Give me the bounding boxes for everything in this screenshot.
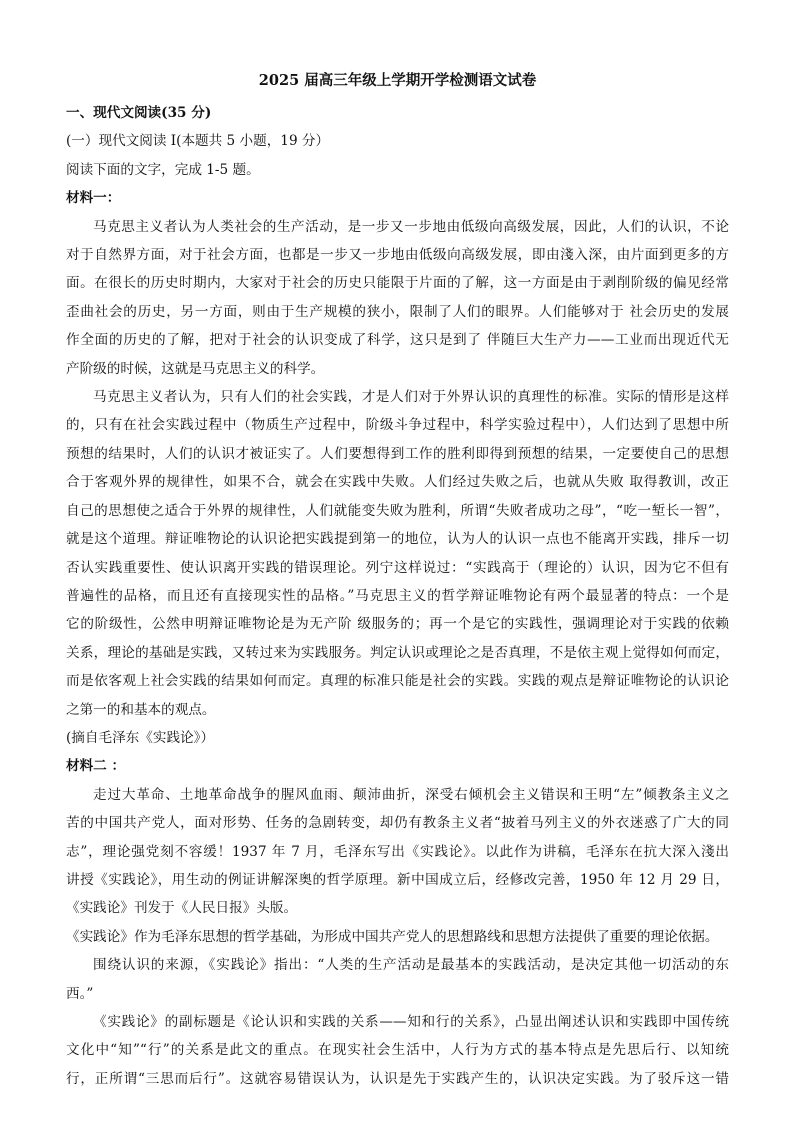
- exam-title: 2025 届高三年级上学期开学检测语文试卷: [258, 72, 537, 89]
- material-two-label: 材料二 ：: [66, 758, 126, 775]
- subsection-heading: (一）现代文阅读 I(本题共 5 小题，19 分）: [66, 133, 330, 150]
- text-line: 讲授《实践论》，用生动的例证讲解深奥的哲学原理。新中国成立后，经修改完善，1950 年 12 月 29 日，: [66, 871, 729, 888]
- text-line: 行，正所谓“三思而后行”。这就容易错误认为，认识是先于实践产生的，认识决定实践。为了驳斥这一错: [66, 1070, 729, 1087]
- text-line: 围绕认识的来源，《实践论》指出：“人类的生产活动是最基本的实践活动，是决定其他一切活动的东: [93, 957, 729, 974]
- text-line: 对于自然界方面，对于社会方面，也都是一步又一步地由低级向高级发展，即由淺入深，由片面到更多的方: [66, 247, 729, 264]
- material-two-paragraph-4: [66, 1008, 729, 1093]
- material-two-paragraph-1: [66, 781, 729, 923]
- text-line: 西。”: [66, 985, 94, 1002]
- text-line: 的，只有在社会实践过程中（物质生产过程中，阶级斗争过程中，科学实验过程中），人们达到了思想中所: [66, 417, 729, 434]
- text-line: 歪曲社会的历史，另一方面，则由于生产规模的狭小，限制了人们的眼界。人们能够对于 社会历史的发展: [66, 303, 729, 320]
- material-two-paragraph-3: [66, 951, 729, 1008]
- material-two-paragraph-2: [66, 923, 729, 951]
- reading-instruction: 阅读下面的文字，完成 1-5 题。: [66, 161, 260, 178]
- text-line: 之第一的和基本的观点。: [66, 701, 216, 718]
- text-line: 苦的中国共产党人，面对形势、任务的急剧转变，却仍有教条主义者“披着马列主义的外衣迷惑了广大的同: [66, 815, 729, 832]
- text-line: 面。在很长的历史时期内，大家对于社会的历史只能限于片面的了解，这一方面是由于剥削阶级的偏见经常: [66, 275, 729, 292]
- material-one-paragraph-1: [66, 213, 729, 383]
- text-line: 《实践论》刊发于《人民日报》头版。: [66, 900, 298, 917]
- text-line: 作全面的历史的了解，把对于社会的认识变成了科学，这只是到了 伴随巨大生产力——工业而出现近代无: [66, 332, 729, 349]
- material-one-label: 材料一：: [66, 190, 121, 207]
- text-line: 马克思主义者认为人类社会的生产活动，是一步又一步地由低级向高级发展，因此，人们的认识，不论: [93, 218, 729, 235]
- text-line: 关系，理论的基础是实践，又转过来为实践服务。判定认识或理论之是否真理，不是依主观上觉得如何而定，: [66, 644, 729, 661]
- text-line: 合于客观外界的规律性，如果不合，就会在实践中失败。人们经过失败之后，也就从失败 取得教训，改正: [66, 474, 729, 491]
- text-line: 《实践论》作为毛泽东思想的哲学基础，为形成中国共产党人的思想路线和思想方法提供了重要的理论依据。: [66, 928, 719, 945]
- text-line: 而是依客观上社会实践的结果如何而定。真理的标准只能是社会的实践。实践的观点是辩证唯物论的认识论: [66, 673, 729, 690]
- text-line: 自己的思想使之适合于外界的规律性，人们就能变失败为胜利，所谓“失败者成功之母”，“吃一堑长一智”，: [66, 502, 729, 519]
- text-line: 志”，理论强党刻不容缓！1937 年 7 月，毛泽东写出《实践论》。以此作为讲稿，毛泽东在抗大深入淺出: [66, 843, 729, 860]
- text-line: 马克思主义者认为，只有人们的社会实践，才是人们对于外界认识的真理性的标准。实际的情形是这样: [93, 389, 729, 406]
- text-line: 预想的结果时，人们的认识才被证实了。人们要想得到工作的胜利即得到预想的结果，一定要使自己的思想: [66, 445, 729, 462]
- text-line: 否认实践重要性、使认识离开实践的错误理论。列宁这样说过：“实践高于（理论的）认识，因为它不但有: [66, 559, 729, 576]
- text-line: 《实践论》的副标题是《论认识和实践的关系——知和行的关系》，凸显出阐述认识和实践即中国传统: [93, 1014, 729, 1030]
- text-line: 就是这个道理。辩证唯物论的认识论把实践提到第一的地位，认为人的认识一点也不能离开实践，排斥一切: [66, 531, 729, 548]
- material-one-source: (摘自毛泽东《实践论》）: [66, 729, 215, 746]
- text-line: 文化中“知”“行”的关系是此文的重点。在现实社会生活中，人行为方式的基本特点是先思后行、以知统: [66, 1042, 729, 1059]
- section-heading: 一、现代文阅读(35 分): [66, 105, 212, 121]
- text-line: 产阶级的时候，这就是马克思主义的科学。: [66, 360, 325, 377]
- material-one-paragraph-2: [66, 383, 729, 724]
- text-line: 走过大革命、土地革命战争的腥风血雨、颠沛曲折，深受右倾机会主义错误和王明“左”倾教条主义之: [93, 786, 729, 803]
- text-line: 普遍性的品格，而且还有直接现实性的品格。”马克思主义的哲学辩证唯物论有两个最显著的特点：一个是: [66, 587, 729, 604]
- text-line: 它的阶级性，公然申明辩证唯物论是为无产阶 级服务的；再一个是它的实践性，强调理论对于实践的依赖: [66, 616, 729, 633]
